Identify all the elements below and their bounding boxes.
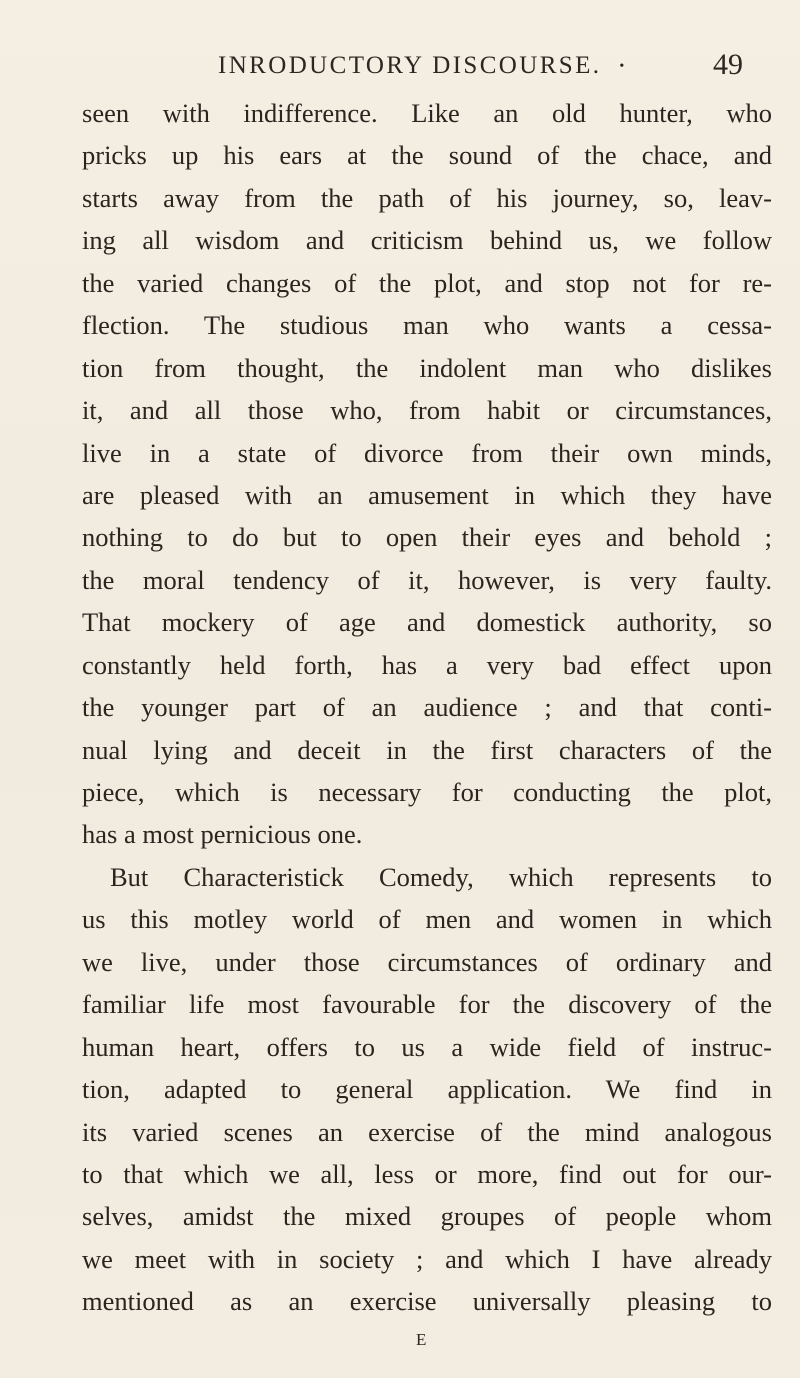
running-head-title: INRODUCTORY DISCOURSE. <box>218 52 602 79</box>
text-line: nual lying and deceit in the first characters of the <box>82 734 772 765</box>
text-line: mentioned as an exercise universally pleasing to <box>82 1286 772 1317</box>
text-line: piece, which is necessary for conducting the plot, <box>82 777 772 807</box>
text-line: has a most pernicious one. <box>82 819 363 850</box>
text-line: tion from thought, the indolent man who dislikes <box>82 352 772 383</box>
text-line: tion, adapted to general application. We find in <box>82 1074 772 1105</box>
text-line: its varied scenes an exercise of the mind analogous <box>82 1116 772 1147</box>
text-line: familiar life most favourable for the discovery of the <box>82 989 772 1020</box>
text-line: are pleased with an amusement in which they have <box>82 479 772 510</box>
text-line: the younger part of an audience ; and that conti- <box>82 692 772 723</box>
text-line: the moral tendency of it, however, is very faulty. <box>82 564 772 595</box>
page-number: 49 <box>713 48 743 81</box>
text-line: flection. The studious man who wants a cessa- <box>82 310 772 341</box>
running-head <box>218 52 627 80</box>
page-header <box>0 20 800 90</box>
text-line: ing all wisdom and criticism behind us, we follow <box>82 225 772 256</box>
text-line: it, and all those who, from habit or circumstances, <box>82 395 772 426</box>
text-line: to that which we all, less or more, find out for our- <box>82 1158 772 1189</box>
text-line: we meet with in society ; and which I have already <box>82 1243 772 1274</box>
text-line: But Characteristick Comedy, which represents to <box>110 861 772 892</box>
text-line: selves, amidst the mixed groupes of people whom <box>82 1201 772 1232</box>
signature-mark: E <box>416 1330 428 1349</box>
text-line: human heart, offers to us a wide field of instruc- <box>82 1031 772 1062</box>
body-text <box>82 92 772 1323</box>
text-line: constantly held forth, has a very bad effect upon <box>82 649 772 680</box>
text-line: we live, under those circumstances of ordinary and <box>82 946 772 977</box>
text-line: seen with indifference. Like an old hunter, who <box>82 98 772 128</box>
text-line: nothing to do but to open their eyes and behold ; <box>82 522 772 553</box>
text-line: us this motley world of men and women in which <box>82 904 772 935</box>
text-line: pricks up his ears at the sound of the chace, and <box>82 140 772 171</box>
text-line: starts away from the path of his journey, so, leav- <box>82 182 772 213</box>
text-line: That mockery of age and domestick authority, so <box>82 607 772 638</box>
text-line: live in a state of divorce from their own minds, <box>82 437 772 468</box>
text-line: the varied changes of the plot, and stop not for re- <box>82 267 772 298</box>
running-head-mark: • <box>619 59 627 75</box>
